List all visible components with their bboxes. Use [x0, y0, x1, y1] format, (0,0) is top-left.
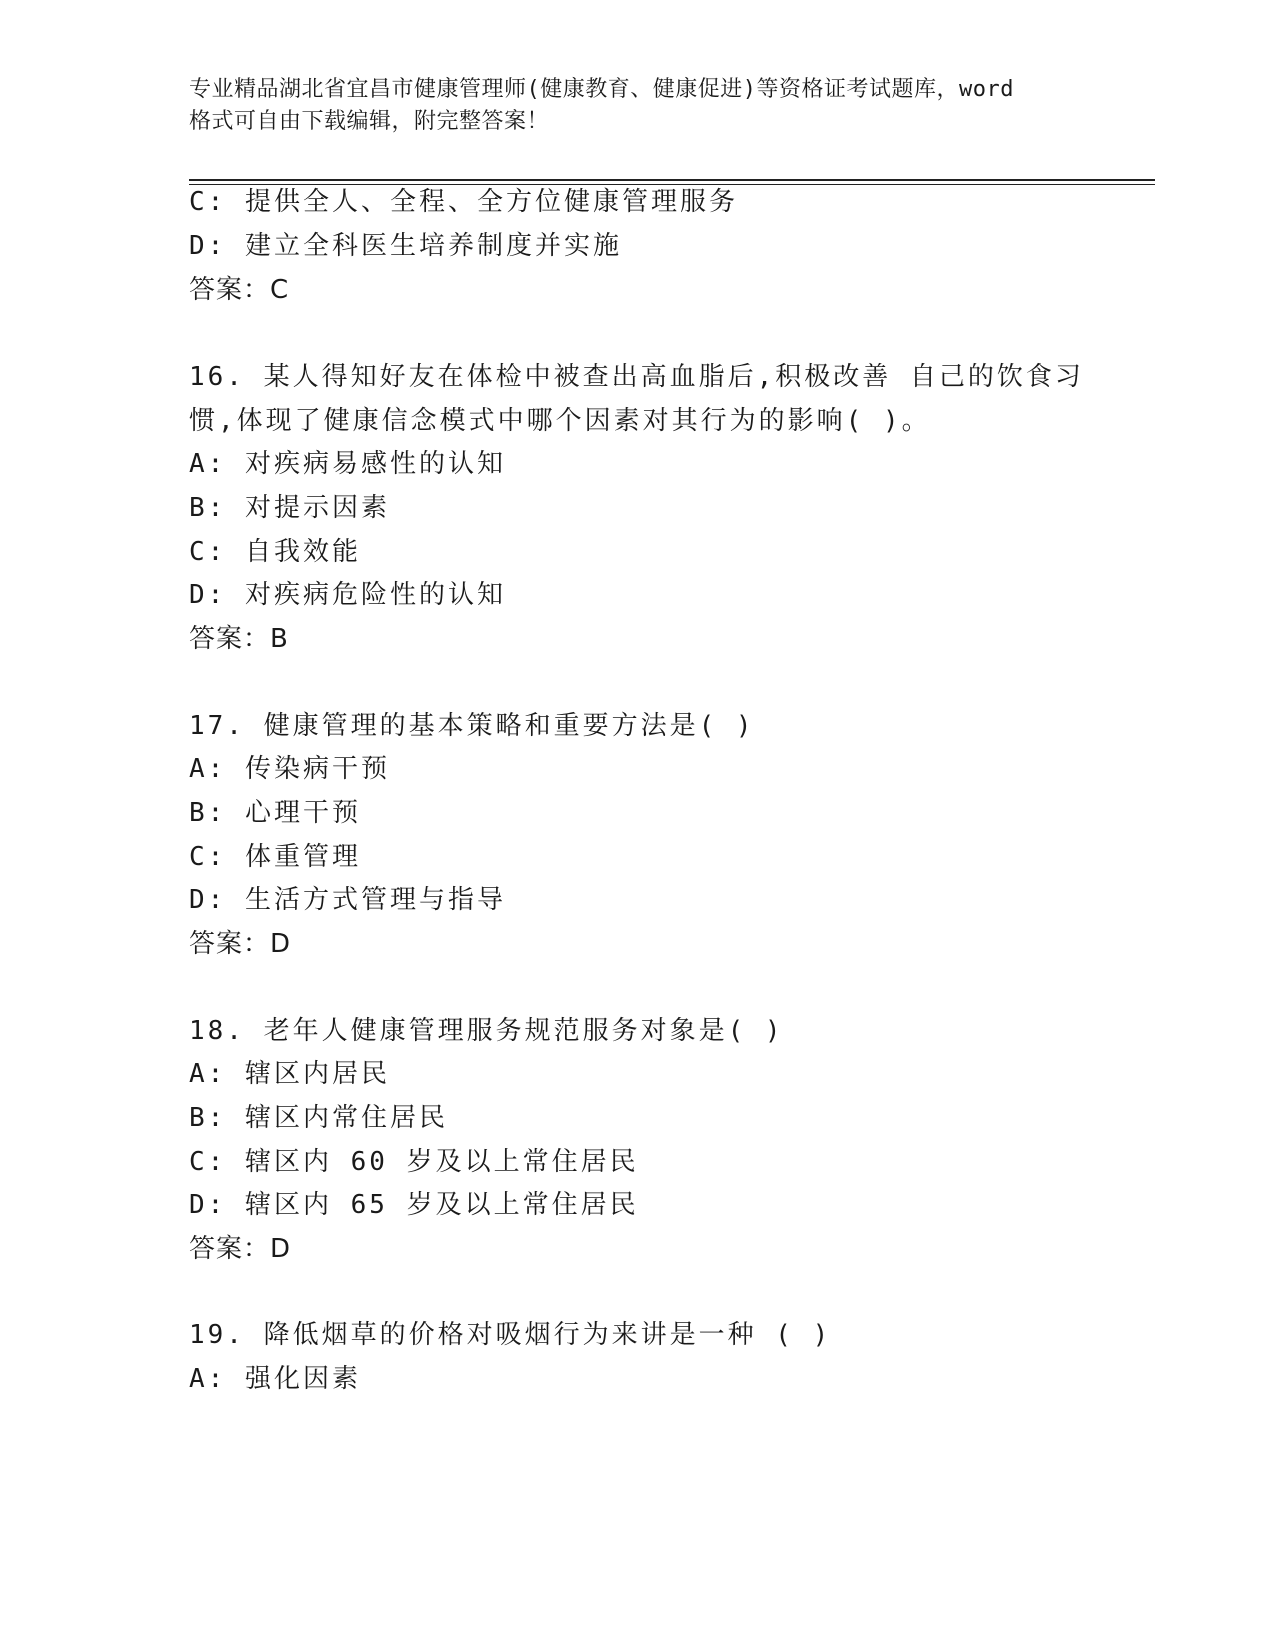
option-a: A: 传染病干预	[189, 754, 390, 784]
header-divider-thick	[189, 179, 1155, 181]
option-c: C: 提供全人、全程、全方位健康管理服务	[189, 187, 738, 217]
header-line-1: 专业精品湖北省宜昌市健康管理师(健康教育、健康促进)等资格证考试题库，word	[189, 77, 1014, 102]
option-b: B: 对提示因素	[189, 493, 390, 523]
option-b: B: 心理干预	[189, 798, 361, 828]
document-header	[189, 74, 1089, 138]
option-d: D: 辖区内 65 岁及以上常住居民	[189, 1190, 639, 1220]
option-a: A: 辖区内居民	[189, 1059, 390, 1089]
question-stem: 17. 健康管理的基本策略和重要方法是( )	[189, 711, 755, 741]
option-d: D: 生活方式管理与指导	[189, 885, 506, 915]
option-d: D: 建立全科医生培养制度并实施	[189, 231, 622, 261]
option-b: B: 辖区内常住居民	[189, 1103, 448, 1133]
option-d: D: 对疾病危险性的认知	[189, 580, 506, 610]
question-stem: 18. 老年人健康管理服务规范服务对象是( )	[189, 1016, 784, 1046]
answer: 答案：C	[189, 275, 290, 305]
option-c: C: 辖区内 60 岁及以上常住居民	[189, 1147, 639, 1177]
question-stem-continued: 惯,体现了健康信念模式中哪个因素对其行为的影响( )。	[189, 406, 931, 436]
header-line-2: 格式可自由下载编辑，附完整答案！	[189, 109, 550, 134]
answer: 答案：D	[189, 929, 292, 959]
answer: 答案：B	[189, 624, 289, 654]
option-c: C: 体重管理	[189, 842, 361, 872]
answer: 答案：D	[189, 1234, 292, 1264]
option-a: A: 强化因素	[189, 1364, 361, 1394]
question-stem: 16. 某人得知好友在体检中被查出高血脂后,积极改善 自己的饮食习	[189, 362, 1084, 392]
option-c: C: 自我效能	[189, 537, 361, 567]
option-a: A: 对疾病易感性的认知	[189, 449, 506, 479]
question-stem: 19. 降低烟草的价格对吸烟行为来讲是一种 ( )	[189, 1320, 832, 1350]
